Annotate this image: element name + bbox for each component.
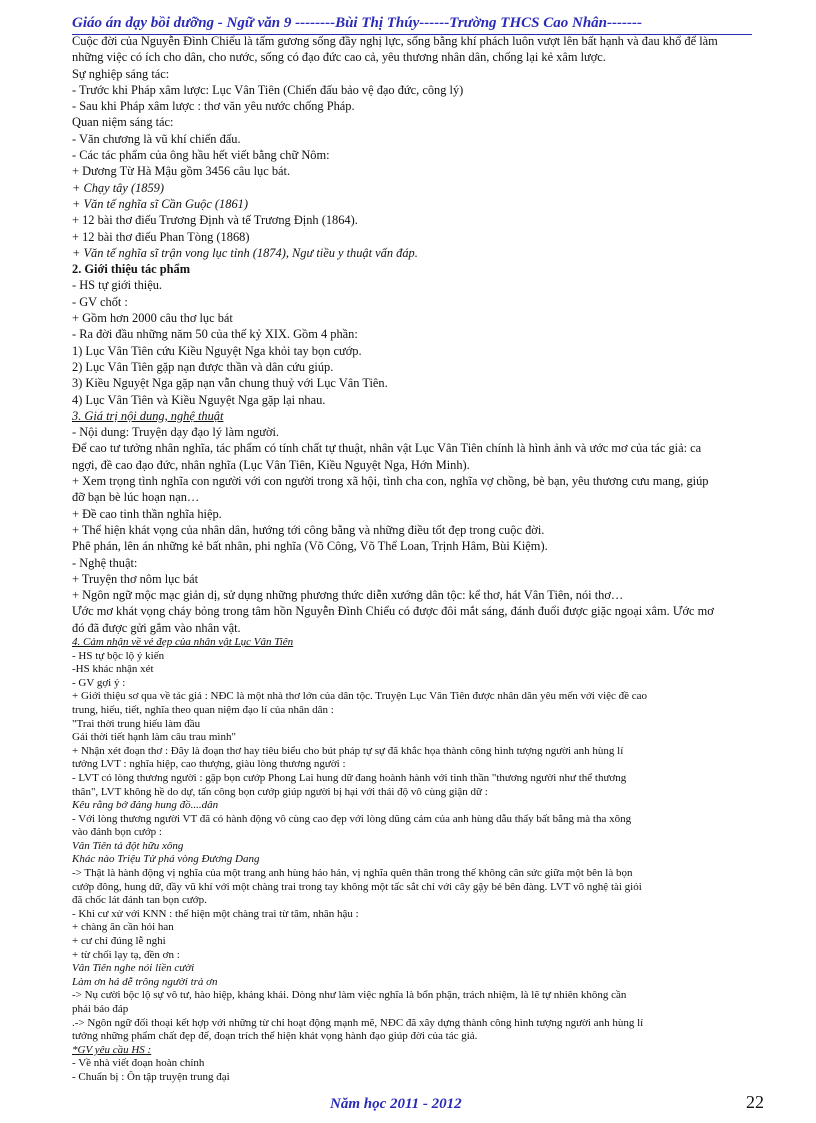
page-number: 22 [746, 1092, 764, 1112]
text-line: -HS khác nhận xét [72, 663, 154, 676]
text-line: Kêu rằng bớ đảng hung đồ....dân [72, 799, 219, 812]
text-line: + chàng ân cần hỏi han [72, 921, 174, 934]
text-line: - Sau khi Pháp xâm lược : thơ văn yêu nước chống Pháp. [72, 99, 355, 114]
text-line: - Với lòng thương người VT đã có hành động vô cùng cao đẹp với lòng dũng cảm của anh hùng dẫu thấy bất bằng mà tha xông [72, 812, 632, 825]
text-line: đã chốc lát đánh tan bọn cướp. [72, 894, 207, 907]
text-line: .-> Ngôn ngữ đối thoại kết hợp với những từ chỉ hoạt động mạnh mẽ, NĐC đã xây dựng thành công hình tượng người anh hùng lí [72, 1016, 644, 1029]
text-line: cướp đông, hung dữ, đầy vũ khí với một chàng trai trong tay không một tấc sắt chỉ với cây gậy bẻ bên đàng. LVT võ nghệ tài giỏi [72, 880, 642, 893]
text-line: + Thể hiện khát vọng của nhân dân, hướng tới công bằng và những điều tốt đẹp trong cuộc đời. [72, 522, 545, 537]
document-body [72, 33, 762, 1085]
text-line: - GV chốt : [72, 294, 128, 309]
text-line: + Văn tế nghĩa sĩ trận vong lục tỉnh (1874), Ngư tiều y thuật vấn đáp. [72, 245, 418, 260]
text-line: Phê phán, lên án những kẻ bất nhân, phi nghĩa (Võ Công, Võ Thể Loan, Trịnh Hâm, Bùi Kiệm). [72, 539, 548, 554]
text-line: Khác nào Triệu Tử phá vòng Đương Dang [72, 853, 260, 866]
section-character-analysis [72, 636, 762, 1085]
text-line: + Gồm hơn 2000 câu thơ lục bát [72, 311, 233, 326]
text-line: - Văn chương là vũ khí chiến đấu. [72, 131, 241, 146]
text-line: Vân Tiên tả đột hữu xông [72, 839, 184, 852]
text-line: Gái thời tiết hạnh làm câu trau mình" [72, 731, 236, 744]
text-line: - HS tự bộc lộ ý kiến [72, 649, 165, 662]
section-biography-and-work [72, 33, 762, 636]
text-line: - Các tác phẩm của ông hầu hết viết bằng chữ Nôm: [72, 148, 330, 163]
text-line: + Đề cao tinh thần nghĩa hiệp. [72, 506, 222, 521]
text-line: - Nghệ thuật: [72, 555, 138, 570]
text-line: thân", LVT không hề do dự, tấn công bọn cướp giúp người bị hại với thái độ vô cùng giận dữ : [72, 785, 488, 798]
text-line: Quan niệm sáng tác: [72, 115, 174, 130]
text-line: 3. Giá trị nội dung, nghệ thuật [72, 408, 224, 423]
text-line: + Dương Từ Hà Mậu gồm 3456 câu lục bát. [72, 164, 291, 179]
text-line: - HS tự giới thiệu. [72, 278, 163, 293]
text-line: "Trai thời trung hiếu làm đầu [72, 717, 201, 730]
text-line: + Chạy tây (1859) [72, 180, 164, 195]
text-line: đỡ bạn bè lúc hoạn nạn… [72, 490, 200, 505]
text-line: phải báo đáp [72, 1003, 129, 1016]
text-line: - Khi cư xử với KNN : thể hiện một chàng trai từ tâm, nhân hậu : [72, 907, 359, 920]
text-line: + Ngôn ngữ mộc mạc giản dị, sử dụng những phương thức diễn xướng dân tộc: kể thơ, hát Vân Tiên, nói thơ… [72, 588, 624, 603]
page-footer: Năm học 2011 - 2012 [330, 1096, 462, 1112]
text-line: 2) Lục Vân Tiên gặp nạn được thần và dân cứu giúp. [72, 359, 334, 374]
text-line: 1) Lục Vân Tiên cứu Kiều Nguyệt Nga khỏi tay bọn cướp. [72, 343, 362, 358]
text-line: - LVT có lòng thương người : gặp bọn cướp Phong Lai hung dữ đang hoành hành với tinh thần "thương người như thể thương [72, 771, 627, 784]
text-line: + 12 bài thơ điếu Phan Tòng (1868) [72, 229, 250, 244]
text-line: - Trước khi Pháp xâm lược: Lục Vân Tiên (Chiến đấu bảo vệ đạo đức, công lý) [72, 82, 464, 97]
text-line: Ước mơ khát vọng cháy bỏng trong tâm hồn Nguyễn Đình Chiểu có được đôi mắt sáng, đánh đuổi được giặc ngoại xâm. Ước mơ [72, 604, 714, 619]
text-line: + Xem trọng tình nghĩa con người với con người trong xã hội, tình cha con, nghĩa vợ chồng, bè bạn, yêu thương cưu mang, giúp [72, 474, 709, 489]
text-line: đó đã được gửi gắm vào nhân vật. [72, 620, 241, 635]
text-line: 3) Kiều Nguyệt Nga gặp nạn vẫn chung thuỷ với Lục Vân Tiên. [72, 376, 388, 391]
text-line: 4) Lục Vân Tiên và Kiều Nguyệt Nga gặp lại nhau. [72, 392, 326, 407]
text-line: - GV gợi ý : [72, 676, 126, 689]
text-line: Cuộc đời của Nguyễn Đình Chiểu là tấm gương sống đầy nghị lực, sống bằng khí phách luôn vượt lên bất hạnh và đau khổ để làm [72, 34, 718, 48]
text-line: vào đánh bọn cướp : [72, 826, 162, 839]
text-line: - Về nhà viết đoạn hoàn chỉnh [72, 1057, 205, 1070]
text-line: Vân Tiên nghe nói liền cười [72, 962, 195, 975]
text-line: 4. Cảm nhận về vẻ đẹp của nhân vật Lục Vân Tiên [72, 635, 294, 648]
text-line: -> Nụ cười bộc lộ sự vô tư, hào hiệp, khảng khái. Dòng như làm việc nghĩa là bổn phận, trách nhiệm, là lẽ tự nhiên không cần [72, 989, 627, 1002]
text-line: tưởng LVT : nghĩa hiệp, cao thượng, giàu lòng thương người : [72, 758, 346, 771]
text-line: -> Thật là hành động vị nghĩa của một trang anh hùng hảo hán, vị nghĩa quên thân trong thế không cân sức giữa một bên là bọn [72, 867, 633, 880]
text-line: Làm ơn há dễ trông người trả ơn [72, 975, 218, 988]
text-line: tưởng những phẩm chất đẹp để, đoạn trích thể hiện khát vọng hành đạo giúp đời của tác giả. [72, 1030, 478, 1043]
text-line: - Ra đời đầu những năm 50 của thế kỷ XIX. Gồm 4 phần: [72, 327, 358, 342]
text-line: - Chuẩn bị : Ôn tập truyện trung đại [72, 1070, 230, 1083]
text-line: + cư chỉ đúng lễ nghi [72, 935, 166, 948]
text-line: *GV yêu cầu HS : [72, 1043, 152, 1056]
text-line: Sự nghiệp sáng tác: [72, 66, 170, 81]
text-line: những việc có ích cho dân, cho nước, sống có đạo đức cao cả, yêu thương nhân dân, chống lại kẻ xâm lược. [72, 50, 606, 65]
text-line: + Truyện thơ nôm lục bát [72, 571, 199, 586]
text-line: + từ chối lạy tạ, đền ơn : [72, 948, 180, 961]
text-line: trung, hiếu, tiết, nghĩa theo quan niệm đạo lí của nhân dân : [72, 703, 334, 716]
text-line: + Nhận xét đoạn thơ : Đây là đoạn thơ hay tiêu biểu cho bút pháp tự sự đã khắc họa thành công hình tượng người anh hùng lí [72, 744, 624, 757]
text-line: - Nội dung: Truyện dạy đạo lý làm người. [72, 425, 280, 440]
text-line: Để cao tư tưởng nhân nghĩa, tác phẩm có tính chất tự thuật, nhân vật Lục Vân Tiên chính là hình ảnh và ước mơ của tác giả: ca [72, 441, 702, 456]
text-line: + Giới thiệu sơ qua về tác giả : NĐC là một nhà thơ lớn của dân tộc. Truyện Lục Vân Tiên được nhân dân yêu mến với việc đề cao [72, 690, 648, 703]
page-header: Giáo án dạy bồi dưỡng - Ngữ văn 9 --------Bùi Thị Thúy------Trường THCS Cao Nhân------- [72, 12, 752, 35]
text-line: + Văn tế nghĩa sĩ Cần Guộc (1861) [72, 196, 248, 211]
text-line: 2. Giới thiệu tác phẩm [72, 262, 191, 277]
text-line: ngợi, đề cao đạo đức, nhân nghĩa (Lục Vân Tiên, Kiều Nguyệt Nga, Hớn Minh). [72, 457, 470, 472]
text-line: + 12 bài thơ điếu Trương Định và tế Trương Định (1864). [72, 213, 358, 228]
